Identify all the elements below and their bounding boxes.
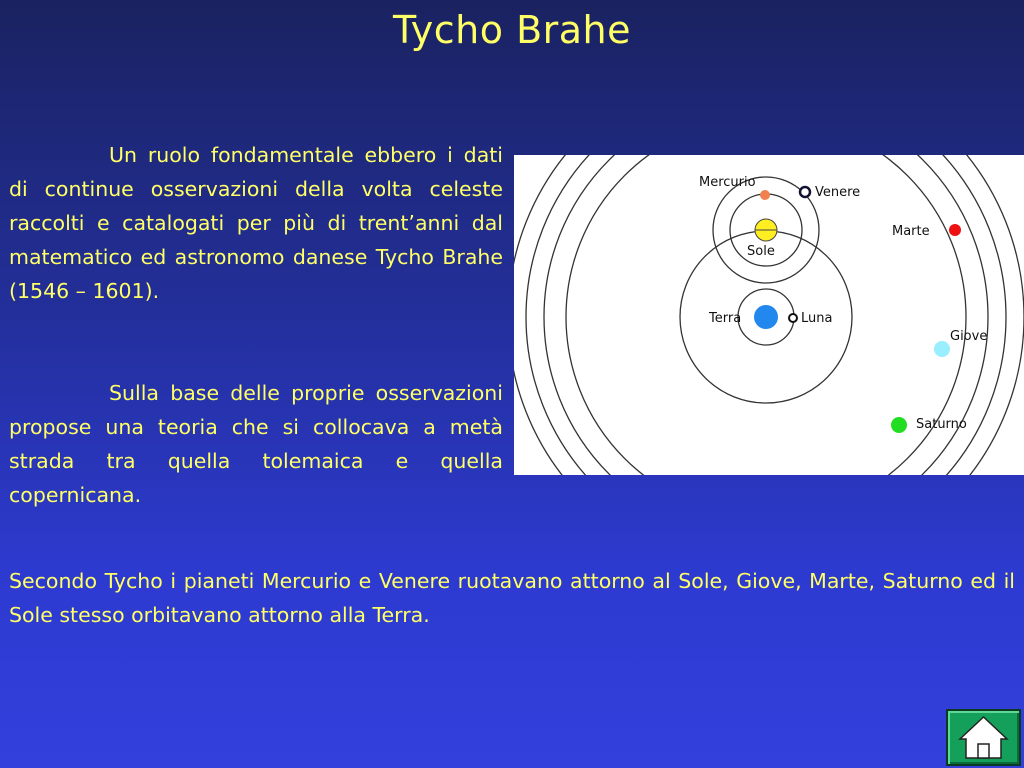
- home-icon-door: [978, 744, 989, 758]
- mercurio-body: [760, 190, 770, 200]
- label-luna: Luna: [801, 311, 833, 326]
- paragraph-intro: Un ruolo fondamentale ebbero i dati di continue osservazioni della volta celeste raccolti e catalogati per più di trent’anni dal matematico ed astronomo danese Tycho Brahe (1546 – 1601).: [9, 143, 503, 303]
- label-saturno: Saturno: [916, 417, 967, 432]
- terra-body: [754, 305, 778, 329]
- marte-body: [949, 224, 961, 236]
- label-giove: Giove: [950, 329, 988, 344]
- tychonic-system-diagram: [514, 155, 1024, 475]
- home-button[interactable]: [946, 709, 1021, 766]
- giove-body: [934, 341, 950, 357]
- tychonic-system-svg: [514, 155, 1024, 475]
- label-sole: Sole: [747, 244, 775, 259]
- paragraph-summary: Secondo Tycho i pianeti Mercurio e Venere ruotavano attorno al Sole, Giove, Marte, Saturno ed il Sole stesso orbitavano attorno alla Terra.: [9, 569, 1015, 627]
- venere-body: [800, 187, 810, 197]
- paragraph-theory: Sulla base delle proprie osservazioni propose una teoria che si collocava a metà strada tra quella tolemaica e quella copernicana.: [9, 381, 503, 507]
- saturno-body: [891, 417, 907, 433]
- luna-body: [789, 314, 797, 322]
- label-venere: Venere: [815, 185, 861, 200]
- label-terra: Terra: [709, 311, 742, 326]
- home-icon: [948, 711, 1019, 764]
- label-marte: Marte: [892, 224, 930, 239]
- label-mercurio: Mercurio: [699, 175, 756, 190]
- slide-title: Tycho Brahe: [392, 8, 632, 52]
